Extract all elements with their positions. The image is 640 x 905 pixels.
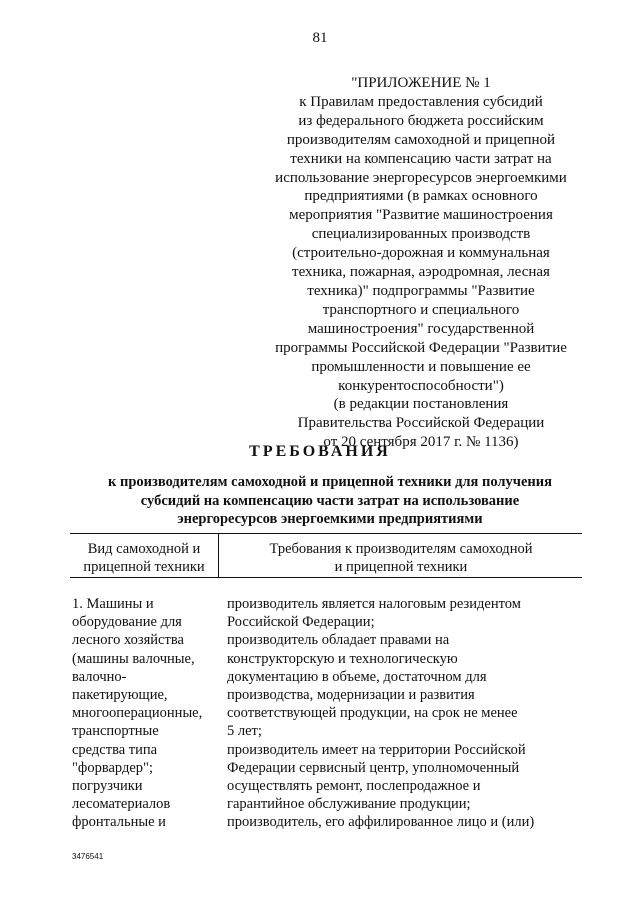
cell-line: 5 лет; [227, 723, 262, 740]
cell-line: лесоматериалов [72, 796, 171, 813]
document-title: ТРЕБОВАНИЯ [249, 443, 391, 460]
table-cell-requirements [227, 595, 579, 832]
cell-line: соответствующей продукции, на срок не менее [227, 705, 518, 722]
appendix-line: от 20 сентября 2017 г. № 1136) [323, 434, 519, 451]
appendix-line: предприятиями (в рамках основного [304, 188, 538, 205]
appendix-line: техника, пожарная, аэродромная, лесная [292, 264, 550, 281]
table-header-requirements [220, 540, 582, 576]
header-line: Вид самоходной и [87, 541, 201, 557]
cell-line: лесного хозяйства [72, 632, 184, 649]
cell-line: гарантийное обслуживание продукции; [227, 796, 471, 813]
table-column-divider [218, 533, 219, 577]
subtitle-line: энергоресурсов энергоемкими предприятиями [177, 511, 483, 527]
appendix-heading: "ПРИЛОЖЕНИЕ № 1 [351, 75, 491, 91]
cell-line: средства типа [72, 741, 158, 758]
cell-line: производитель, его аффилированное лицо и (или) [227, 814, 535, 831]
cell-line: документацию в объеме, достаточном для [227, 668, 487, 685]
cell-line: Российской Федерации; [227, 614, 375, 631]
cell-line: производитель является налоговым резидентом [227, 596, 521, 612]
cell-line: (машины валочные, [72, 650, 195, 667]
cell-line: транспортные [72, 723, 159, 740]
appendix-line: техника)" подпрограммы "Развитие [307, 282, 535, 299]
header-line: Требования к производителям самоходной [269, 541, 533, 557]
appendix-line: (строительно-дорожная и коммунальная [292, 245, 550, 262]
cell-line: "форвардер"; [72, 759, 153, 776]
cell-line: погрузчики [72, 778, 143, 795]
appendix-line: специализированных производств [311, 226, 531, 243]
subtitle-line: к производителям самоходной и прицепной техники для получения [108, 474, 552, 490]
appendix-line: из федерального бюджета российским [298, 112, 544, 129]
header-line: прицепной техники [83, 559, 205, 575]
cell-line: 1. Машины и [72, 596, 154, 612]
appendix-line: (в редакции постановления [333, 396, 509, 413]
table-header-type [70, 540, 218, 576]
page-number: 81 [312, 30, 328, 46]
table-header-rule [70, 577, 582, 578]
appendix-line: программы Российской Федерации "Развитие [275, 339, 567, 356]
cell-line: производитель имеет на территории Российской [227, 741, 526, 758]
subtitle-line: субсидий на компенсацию части затрат на использование [140, 492, 520, 509]
appendix-line: производителям самоходной и прицепной [286, 131, 556, 148]
appendix-line: техники на компенсацию части затрат на [290, 150, 552, 167]
appendix-line: Правительства Российской Федерации [297, 415, 545, 432]
document-code: 3476541 [72, 852, 104, 861]
cell-line: производитель обладает правами на [227, 632, 450, 649]
appendix-line: мероприятия "Развитие машиностроения [289, 207, 553, 224]
header-line: и прицепной техники [334, 559, 468, 575]
appendix-line: промышленности и повышение ее [311, 358, 531, 375]
table-top-rule [70, 533, 582, 534]
appendix-line: транспортного и специального [322, 301, 520, 318]
cell-line: конструкторскую и технологическую [227, 650, 458, 667]
appendix-line: использование энергоресурсов энергоемкими [275, 169, 567, 186]
appendix-block [258, 74, 584, 452]
cell-line: осуществлять ремонт, послепродажное и [227, 778, 481, 795]
cell-line: фронтальные и [72, 814, 166, 831]
appendix-line: конкурентоспособности") [338, 377, 504, 394]
appendix-line: к Правилам предоставления субсидий [299, 93, 543, 110]
document-subtitle [70, 473, 590, 529]
cell-line: пакетирующие, [72, 687, 168, 704]
table-cell-type [72, 595, 214, 832]
cell-line: многооперационные, [72, 705, 203, 722]
cell-line: Федерации сервисный центр, уполномоченный [227, 759, 520, 776]
appendix-line: машиностроения" государственной [307, 320, 535, 337]
cell-line: валочно- [72, 668, 127, 685]
cell-line: оборудование для [72, 614, 182, 631]
cell-line: производства, модернизации и развития [227, 687, 475, 704]
